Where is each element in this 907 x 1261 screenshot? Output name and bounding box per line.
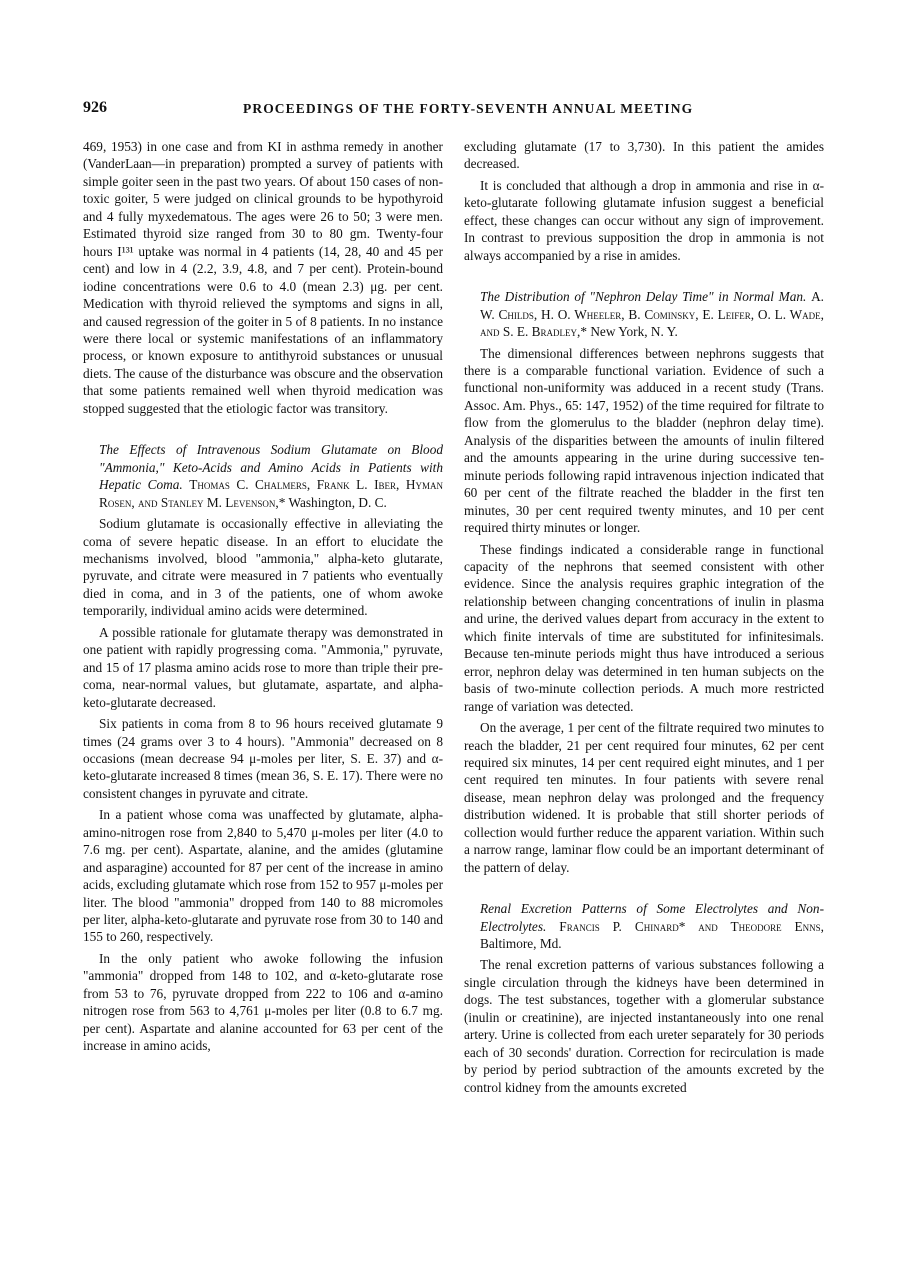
article-authors: A. W. Childs, H. O. Wheeler, B. Cominsky, E. Leifer, O. L. Wade, and S. E. Bradley,*: [480, 289, 824, 340]
article-heading: [464, 288, 824, 340]
body-paragraph: The dimensional differences between nephrons suggests that there is a comparable functional variation. Evidence of such a functional non-uniformity was adduced in a recent study (Trans. Assoc. Am. Phys., 65: 147, 1952) of the time required for filtrate to flow from the glomerulus to the bladder (nephron delay time). Analysis of the disparities between the amounts of inulin filtered and the amounts appearing in the urine during successive ten-minute periods following rapid intravenous injection indicated that 60 per cent of the filtrate reached the bladder in the first ten minutes, 30 per cent required twenty minutes, and 10 per cent required thirty minutes or longer.: [464, 345, 824, 536]
article-location: New York, N. Y.: [590, 324, 678, 340]
body-paragraph: The renal excretion patterns of various substances following a single circulation through the kidneys have been determined in dogs. The test substances, together with a glomerular substance (inulin or creatinine), are injected instantaneously into one renal artery. Urine is collected from each ureter separately for 30 periods each of 30 seconds' duration. Correction for recirculation is made by period by period subtraction of the amounts excreted by the control kidney from the amounts excreted: [464, 957, 824, 1095]
article-authors: Francis P. Chinard* and Theodore Enns,: [559, 918, 824, 934]
body-paragraph: In a patient whose coma was unaffected by glutamate, alpha-amino-nitrogen rose from 2,840 to 5,470 μ-moles per liter (4.0 to 7.6 mg. per cent). Aspartate, alanine, and the amides (glutamine and asparagine) accounted for 87 per cent of the increase in amino acids, excluding glutamate which rose from 152 to 957 μ-moles per liter. The blood "ammonia" dropped from 140 to 88 micromoles per liter, alpha-keto-glutarate and pyruvate rose from 30 to 140 and 155 to 260, respectively.: [83, 807, 443, 945]
article-location: Baltimore, Md.: [480, 936, 562, 952]
body-paragraph: It is concluded that although a drop in ammonia and rise in α-keto-glutarate following glutamate infusion suggest a beneficial effect, these changes can occur without any sign of improvement. In contrast to previous supposition the drop in ammonia is not always accompanied by a rise in amides.: [464, 177, 824, 263]
running-title: PROCEEDINGS OF THE FORTY-SEVENTH ANNUAL MEETING: [243, 101, 694, 116]
body-paragraph: On the average, 1 per cent of the filtrate required two minutes to reach the bladder, 21 per cent required four minutes, 62 per cent required six minutes, 14 per cent required eight minutes, and 1 per cent required ten minutes. In four patients with severe renal disease, mean nephron delay was prolonged and the frequency distribution widened. It is probable that still shorter periods of collection would further reduce the apparent variation. Within such a narrow range, laminar flow could be an important determinant of the pattern of delay.: [464, 720, 824, 875]
article-authors: Thomas C. Chalmers, Frank L. Iber, Hyman Rosen, and Stanley M. Levenson,*: [99, 477, 443, 510]
article-title: Renal Excretion Patterns of Some Electrolytes and Non-Electrolytes.: [480, 901, 824, 934]
right-column: [464, 138, 824, 1100]
page-header: [83, 99, 828, 121]
article-title: The Distribution of "Nephron Delay Time" in Normal Man.: [480, 289, 807, 305]
page-number: 926: [83, 99, 107, 116]
body-paragraph: In the only patient who awoke following the infusion "ammonia" dropped from 148 to 102, and α-keto-glutarate rose from 53 to 76, pyruvate dropped from 222 to 106 and α-amino nitrogen rose from 563 to 4,761 μ-moles per liter (0.8 to 6.7 mg. per cent). Aspartate and alanine accounted for 63 per cent of the increase in amino acids,: [83, 950, 443, 1054]
article-heading: [464, 900, 824, 952]
article-heading: [83, 441, 443, 511]
body-paragraph: excluding glutamate (17 to 3,730). In this patient the amides decreased.: [464, 139, 824, 172]
body-paragraph: 469, 1953) in one case and from KI in asthma remedy in another (VanderLaan—in preparation) prompted a survey of patients with simple goiter seen in the past two years. Of about 150 cases of non-toxic goiter, 5 were judged on clinical grounds to be hypothyroid and 4 fully myxedematous. The ages were 26 to 50; 3 were men. Estimated thyroid size ranged from 30 to 80 gm. Twenty-four hours I¹³¹ uptake was normal in 4 patients (14, 28, 40 and 45 per cent) and low in 4 (2.2, 3.9, 4.8, and 7 per cent). Protein-bound iodine concentrations were 0.6 to 4.0 (mean 2.3) μg. per cent. Medication with thyroid relieved the symptoms and signs in all, and caused regression of the goiter in 5 of 8 patients. In no instance were there local or systemic manifestations of an inflammatory process, or known exposure to antithyroid substances or unusual diets. The cause of the disturbance was obscure and the observation that some patients remained well when thyroid medication was stopped suggested that the etiologic factor was transitory.: [83, 139, 443, 416]
body-paragraph: Sodium glutamate is occasionally effective in alleviating the coma of severe hepatic disease. In an effort to elucidate the mechanisms involved, blood "ammonia," alpha-keto glutarate, pyruvate, and citrate were measured in 7 patients who eventually died in coma, and in 3 of the patients, one of whom awoke temporarily, individual amino acids were determined.: [83, 516, 443, 619]
body-paragraph: Six patients in coma from 8 to 96 hours received glutamate 9 times (24 grams over 3 to 4 hours). "Ammonia" decreased on 8 occasions (mean decrease 94 μ-moles per liter, S. E. 37) and α-keto-glutarate increased 8 times (mean 36, S. E. 17). There were no consistent changes in pyruvate and citrate.: [83, 716, 443, 801]
body-paragraph: These findings indicated a considerable range in functional capacity of the nephrons that seemed consistent with other evidence. Since the analysis requires graphic integration of the relationship between changing concentrations of inulin in plasma and urine, the derived values depart from accuracy in the extent to which finite intervals of time are substituted for infinitesimals. Because ten-minute periods might thus have introduced a serious error, nephron delay was determined in ten human subjects on the basis of two-minute collection periods. A much more restricted range of variation was detected.: [464, 541, 824, 714]
body-paragraph: A possible rationale for glutamate therapy was demonstrated in one patient with rapidly progressing coma. "Ammonia," pyruvate, and 15 of 17 plasma amino acids rose to more than triple their pre-coma, near-normal values, but glutamate, aspartate, and alpha-keto-glutarate decreased.: [83, 624, 443, 710]
left-column: [83, 138, 443, 1059]
article-location: Washington, D. C.: [288, 494, 387, 510]
article-title: The Effects of Intravenous Sodium Glutamate on Blood "Ammonia," Keto-Acids and Amino Acids in Patients with Hepatic Coma.: [99, 442, 443, 493]
